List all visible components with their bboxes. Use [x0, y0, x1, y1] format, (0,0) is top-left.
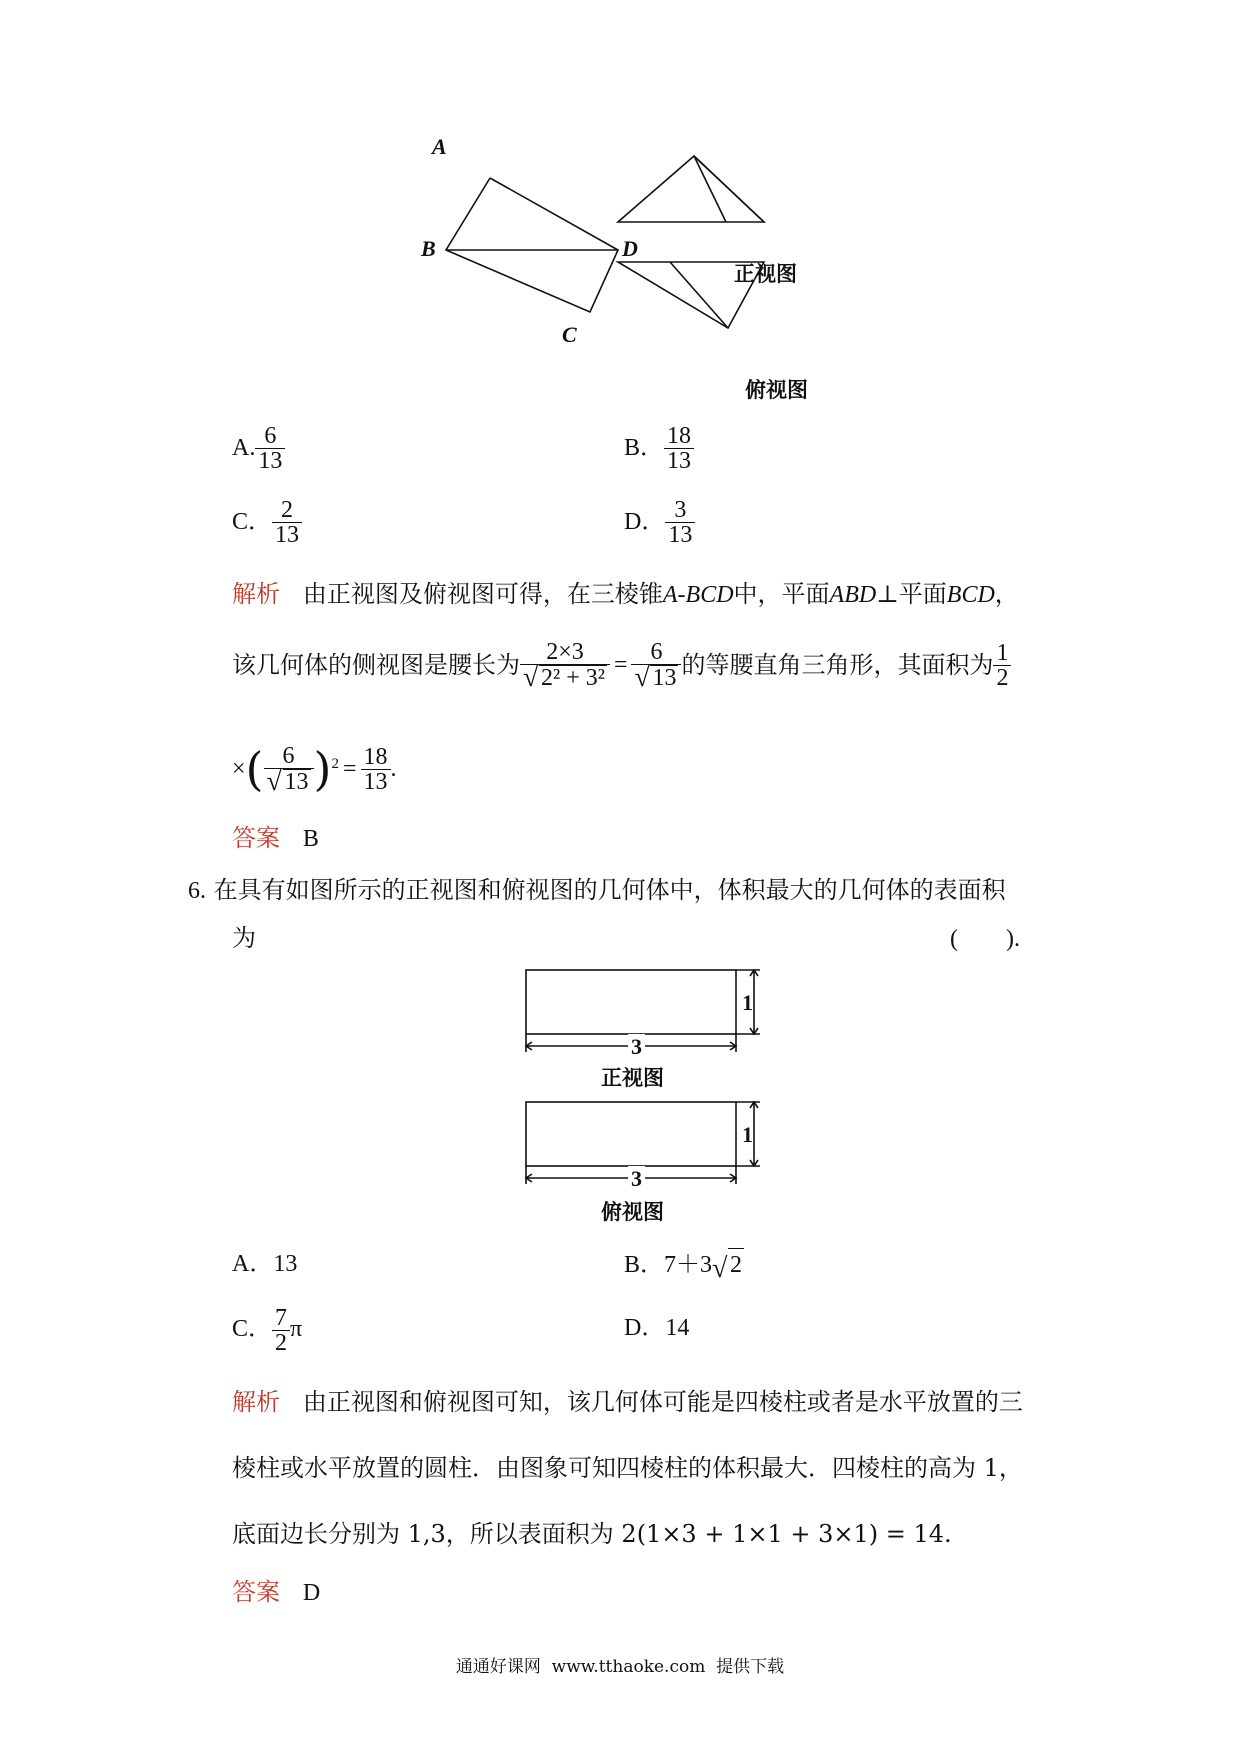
q5-answer: 答案 B [232, 824, 319, 852]
front-dim-width: 3 [628, 1034, 645, 1060]
label-a: A [432, 134, 447, 159]
figure-prism-views [520, 964, 780, 1224]
top-dim-width: 3 [628, 1166, 645, 1192]
quad-abcd [446, 178, 618, 312]
label-d: D [622, 236, 638, 261]
leg-fraction: 2×3 √ 2² + 3² [520, 640, 610, 690]
label-b: B [421, 236, 436, 261]
q6-analysis-line2: 棱柱或水平放置的圆柱．由图象可知四棱柱的体积最大．四棱柱的高为 1， [232, 1454, 1023, 1482]
leg2-fraction: 6 √ 13 [631, 640, 681, 690]
figure-pyramid [420, 140, 880, 410]
q6-option-d: D．14 [624, 1315, 690, 1341]
q6-answer: 答案 D [232, 1578, 321, 1606]
q5-option-c: C． $\frac{2}{13}$ [232, 498, 302, 547]
q5-analysis-line3: × ( 6 √ 13 ) 2 = $\frac{18}{13}$ . [232, 742, 397, 797]
q6-stem-line1: 6. 在具有如图所示的正视图和俯视图的几何体中，体积最大的几何体的表面积 [188, 876, 1006, 904]
front-view [618, 156, 764, 222]
q6-stem-line2: 为 [232, 924, 256, 952]
q5-analysis-line1: 解析 由正视图及俯视图可得，在三棱锥A-BCD中，平面ABD⊥平面BCD， [232, 580, 1019, 608]
q5-analysis-line2: 该几何体的侧视图是腰长为 2×3 √ 2² + 3² = 6 √ 13 的等腰直角三角形，其面积为 $\frac{1}{2}$ [232, 640, 1011, 690]
q6-option-b: B．7＋3 √ 2 [624, 1248, 744, 1281]
page-footer: 通通好课网 www.tthaoke.com 提供下载 [455, 1657, 785, 1677]
q6-blank: ( ). [950, 926, 1020, 952]
q6-front-caption: 正视图 [601, 1065, 664, 1090]
front-view-rect [526, 970, 736, 1034]
top-dim-height: 1 [742, 1122, 753, 1147]
front-dim-height: 1 [742, 990, 753, 1015]
q6-analysis-line1: 解析 由正视图和俯视图可知，该几何体可能是四棱柱或者是水平放置的三 [232, 1388, 1023, 1416]
q5-option-d: D． $\frac{3}{13}$ [624, 498, 695, 547]
analysis-label: 解析 [232, 580, 280, 608]
q6-analysis-line3: 底面边长分别为 1,3，所以表面积为 2(1×3 + 1×1 + 3×1) = 14. [232, 1520, 952, 1548]
label-c: C [562, 322, 577, 347]
top-view-caption: 俯视图 [745, 377, 808, 402]
q6-top-caption: 俯视图 [601, 1199, 664, 1224]
front-view-caption: 正视图 [734, 261, 797, 286]
half-fraction: $\frac{1}{2}$ [993, 641, 1011, 690]
q5-option-b: B． $\frac{18}{13}$ [624, 424, 694, 473]
q5-option-a: A. $\frac{6}{13}$ [232, 424, 285, 473]
top-view-rect [526, 1102, 736, 1166]
q6-option-c: C． $\frac{7}{2}$ π [232, 1305, 303, 1356]
q6-option-a: A．13 [232, 1251, 298, 1277]
